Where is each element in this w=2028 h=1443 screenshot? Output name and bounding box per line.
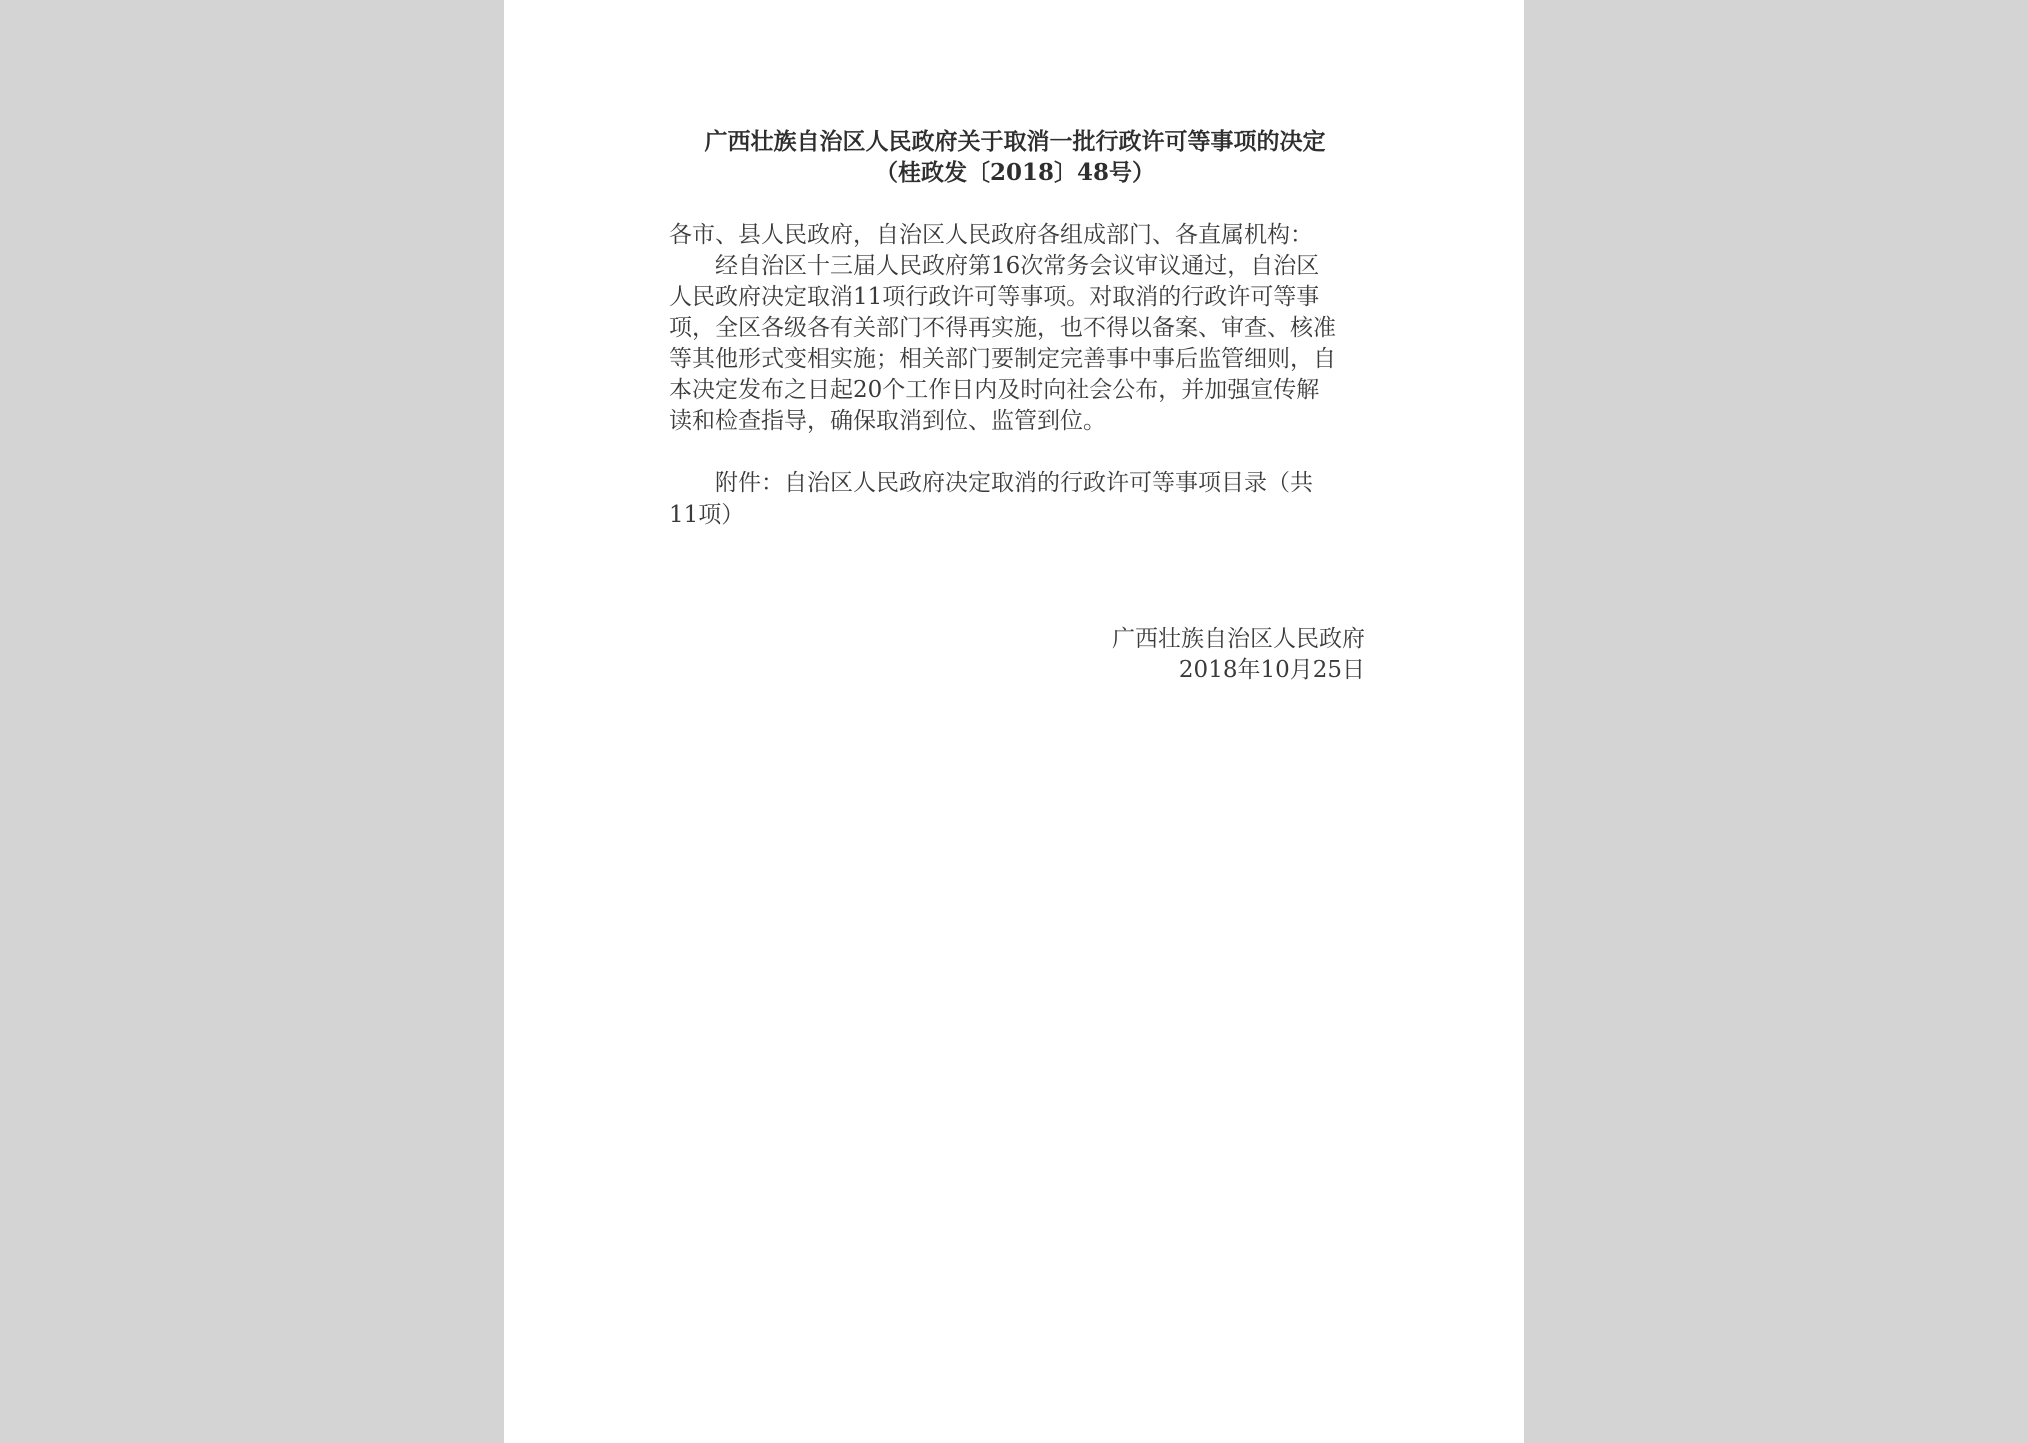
- signature-organization: 广西壮族自治区人民政府: [1112, 626, 1365, 652]
- document-number: （桂政发〔2018〕48号）: [874, 159, 1156, 186]
- body-line: 经自治区十三届人民政府第16次常务会议审议通过，自治区: [715, 253, 1320, 279]
- attachment-line: 附件：自治区人民政府决定取消的行政许可等事项目录（共: [715, 470, 1313, 496]
- attachment-line: 11项）: [669, 502, 745, 528]
- signature-date: 2018年10月25日: [1178, 657, 1365, 683]
- document-page: [504, 0, 1524, 1443]
- body-line: 等其他形式变相实施；相关部门要制定完善事中事后监管细则，自: [669, 346, 1336, 372]
- body-line: 人民政府决定取消11项行政许可等事项。对取消的行政许可等事: [669, 284, 1320, 310]
- body-line: 项，全区各级各有关部门不得再实施，也不得以备案、审查、核准: [669, 315, 1336, 341]
- body-line: 本决定发布之日起20个工作日内及时向社会公布，并加强宣传解: [669, 377, 1320, 403]
- document-title: 广西壮族自治区人民政府关于取消一批行政许可等事项的决定: [704, 128, 1326, 155]
- salutation: 各市、县人民政府，自治区人民政府各组成部门、各直属机构：: [669, 222, 1313, 248]
- body-line: 读和检查指导，确保取消到位、监管到位。: [669, 408, 1106, 434]
